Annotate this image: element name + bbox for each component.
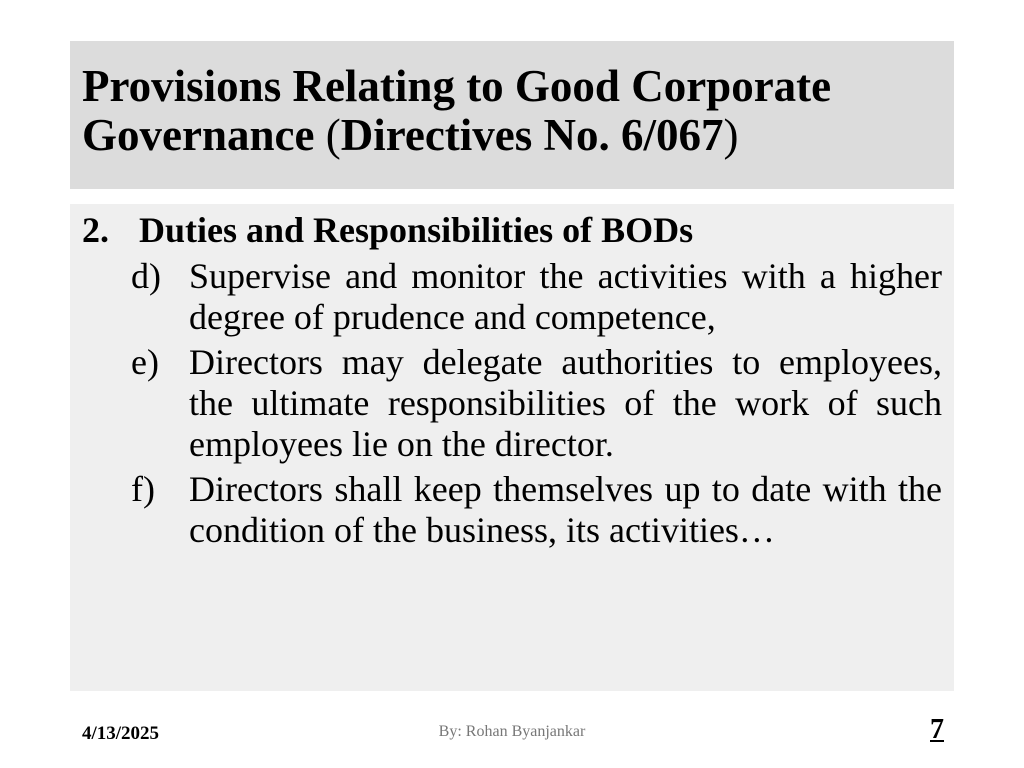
footer-author: By: Rohan Byanjankar [438,723,586,740]
list-item [82,256,942,338]
list-item-text: Directors shall keep themselves up to date with the condition of the business, its activities… [189,469,942,550]
list-item-marker: f) [131,469,155,509]
title-box [70,41,954,189]
title-paren-open: ( [325,110,341,160]
list-item-text: Directors may delegate authorities to employees, the ultimate responsibilities of the work of such employees lie on the director. [189,342,942,464]
list-item-marker: e) [131,342,159,382]
list-item [82,342,942,465]
page-number: 7 [930,714,944,745]
slide-title [82,62,942,160]
section-number: 2. [82,210,109,250]
section-heading-text: Duties and Responsibilities of BODs [139,210,694,250]
title-paren-close: ) [723,110,739,160]
list-item [82,469,942,551]
footer-date: 4/13/2025 [82,723,160,744]
list-item-text: Supervise and monitor the activities with a higher degree of prudence and competence, [189,256,942,337]
title-part2: Directives No. 6/067 [340,110,724,160]
content-box [70,204,954,691]
list-item-marker: d) [131,256,161,296]
title-part1: Provisions Relating to Good Corporate Governance [82,61,832,160]
section-heading [82,208,942,252]
